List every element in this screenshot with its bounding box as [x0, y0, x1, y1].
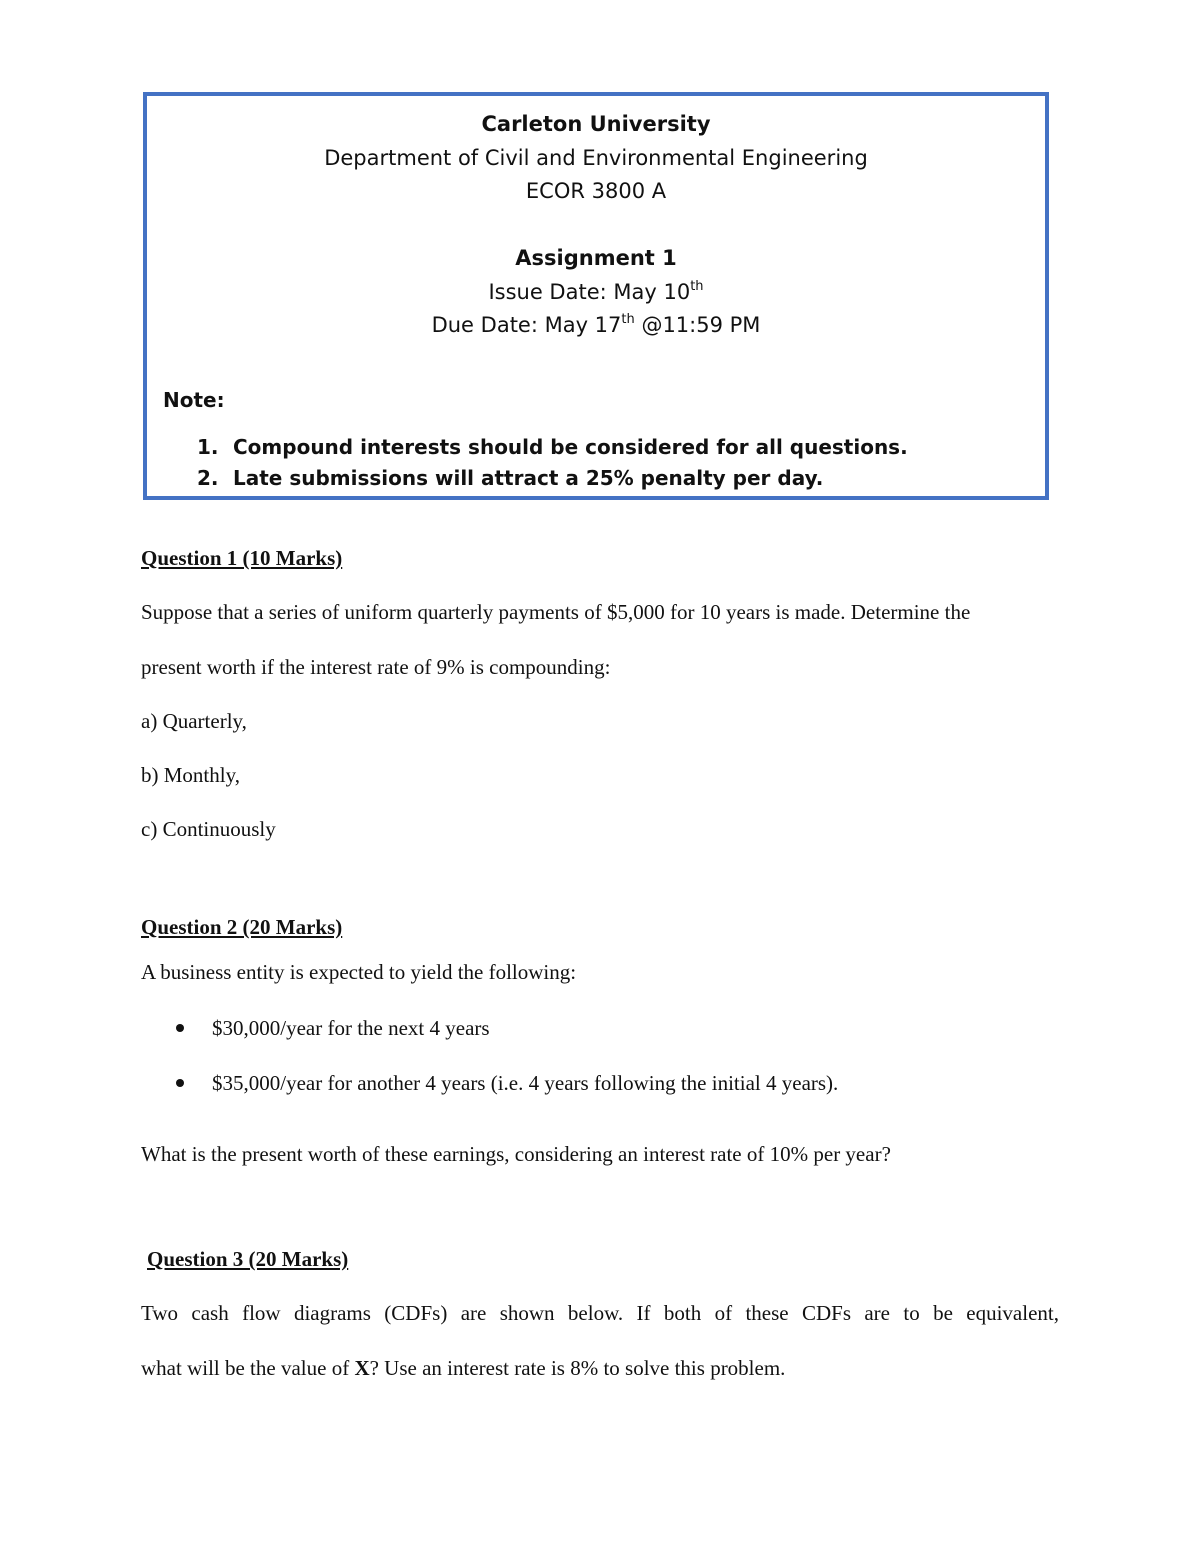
question-1-option: a) Quarterly, [141, 709, 247, 733]
question-1-title: Question 1 (10 Marks) [141, 546, 343, 570]
question-2-intro: A business entity is expected to yield the following: [141, 960, 577, 984]
issue-date: Issue Date: May 10th [488, 279, 704, 304]
question-2-closing: What is the present worth of these earnings, considering an interest rate of 10% per year? [141, 1142, 891, 1166]
university-name: Carleton University [481, 112, 711, 136]
department-name: Department of Civil and Environmental Engineering [324, 146, 868, 170]
question-1-option: b) Monthly, [141, 763, 240, 787]
question-2-title: Question 2 (20 Marks) [141, 915, 343, 939]
question-1-option: c) Continuously [141, 817, 276, 841]
note-item: 2. Late submissions will attract a 25% penalty per day. [197, 466, 824, 490]
note-item: 1. Compound interests should be considered for all questions. [197, 435, 908, 459]
question-3-text: Two cash flow diagrams (CDFs) are shown below. If both of these CDFs are to be equivalent, [141, 1301, 1059, 1325]
note-label: Note: [163, 388, 225, 412]
question-1-text: present worth if the interest rate of 9% is compounding: [141, 655, 611, 679]
question-3-text: what will be the value of X? Use an interest rate is 8% to solve this problem. [141, 1356, 786, 1380]
question-2-bullet: $30,000/year for the next 4 years [212, 1016, 490, 1040]
question-2-bullet: $35,000/year for another 4 years (i.e. 4 years following the initial 4 years). [212, 1071, 839, 1095]
bullet-icon [176, 1024, 184, 1032]
header-box [143, 92, 1049, 500]
due-date: Due Date: May 17th @11:59 PM [431, 312, 761, 337]
question-3-title: Question 3 (20 Marks) [147, 1247, 349, 1271]
course-code: ECOR 3800 A [525, 179, 667, 203]
question-1-text: Suppose that a series of uniform quarterly payments of $5,000 for 10 years is made. Determine the [141, 600, 971, 624]
bullet-icon [176, 1079, 184, 1087]
assignment-title: Assignment 1 [515, 246, 677, 270]
